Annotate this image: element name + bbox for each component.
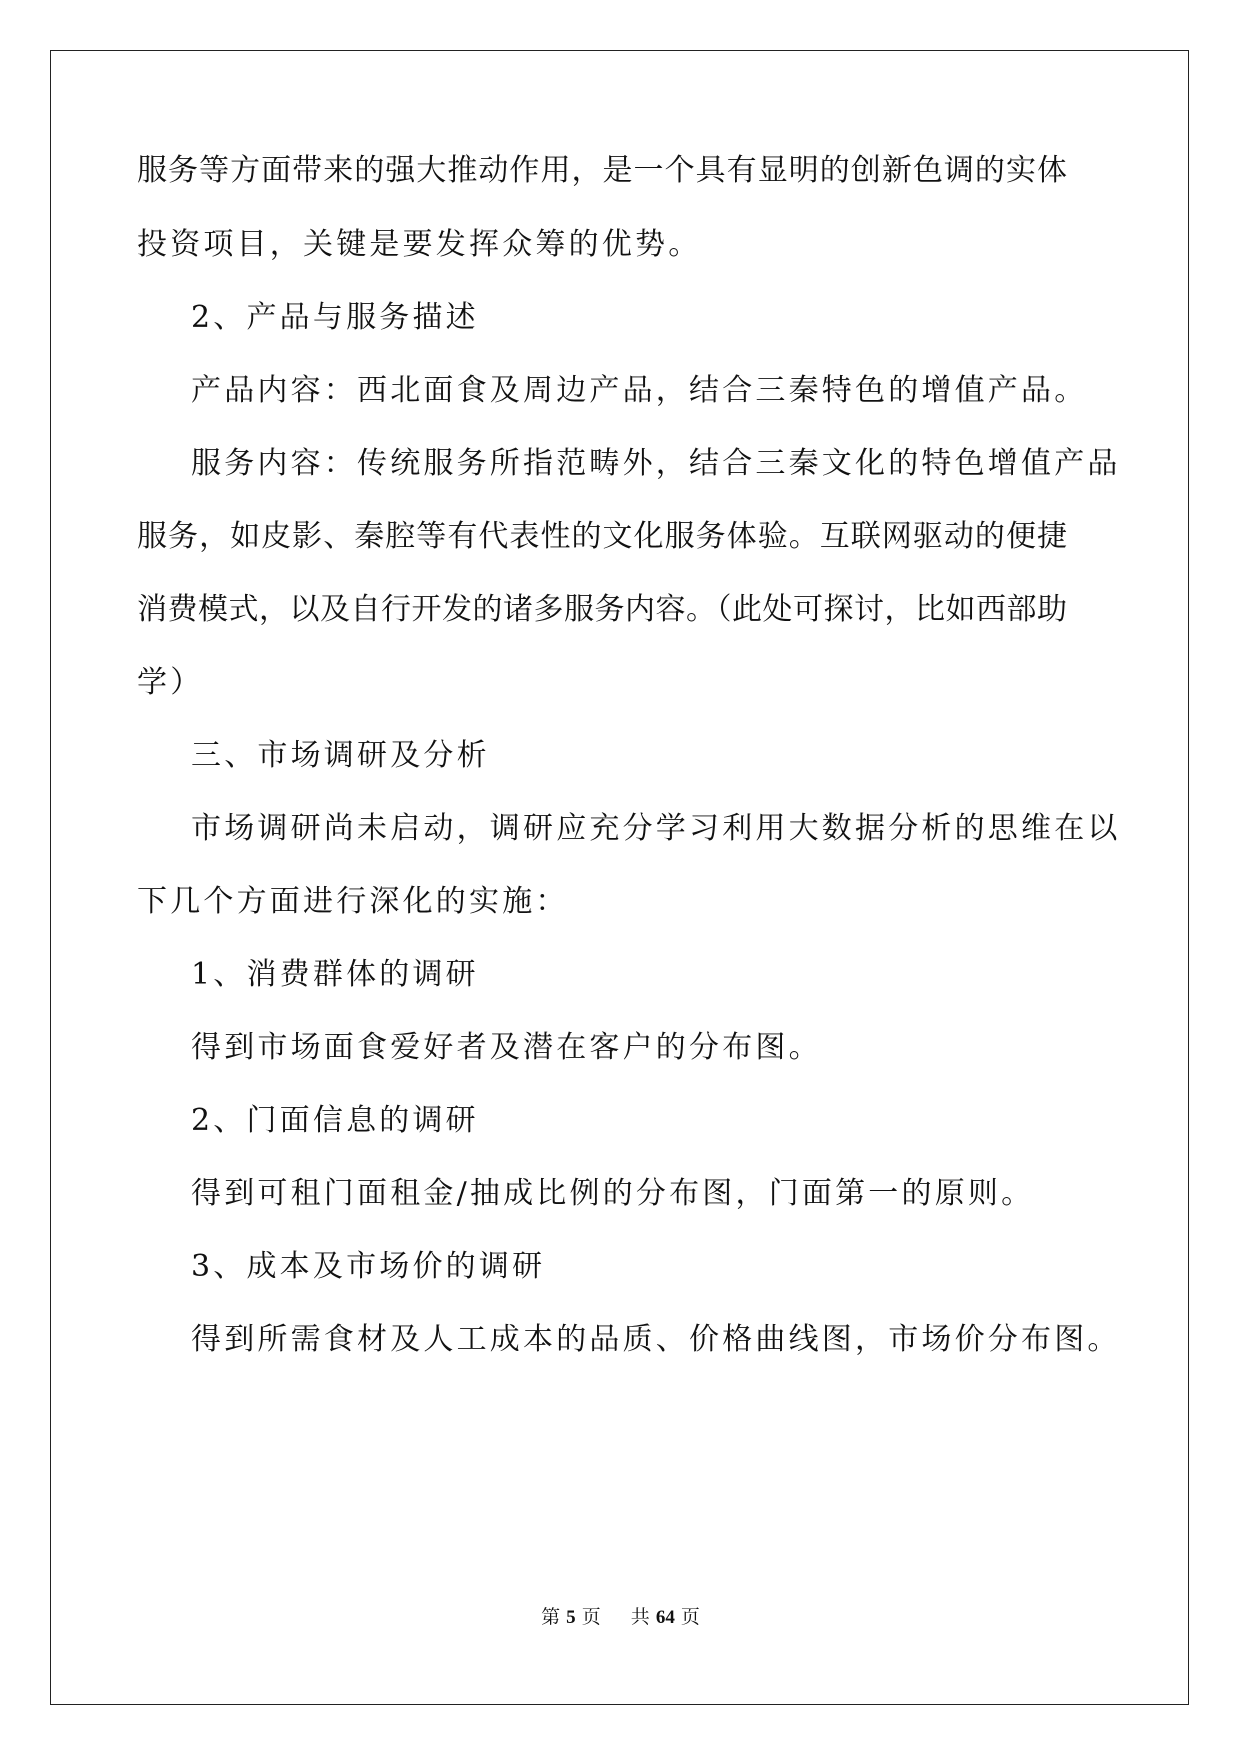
paragraph-cost-price-research: 得到所需食材及人工成本的品质、价格曲线图，市场价分布图。 — [191, 1322, 1121, 1357]
paragraph-service-content-line-1: 服务内容：传统服务所指范畴外，结合三秦文化的特色增值产品 — [191, 446, 1121, 481]
page-label-suffix: 页 — [581, 1606, 601, 1628]
section-heading-product-service: 2、产品与服务描述 — [191, 300, 479, 335]
paragraph-service-content-line-4: 学） — [137, 665, 204, 700]
section-heading-market-research: 三、市场调研及分析 — [191, 738, 490, 773]
paragraph-consumer-research: 得到市场面食爱好者及潜在客户的分布图。 — [191, 1030, 822, 1065]
paragraph-service-content-line-2: 服务，如皮影、秦腔等有代表性的文化服务体验。互联网驱动的便捷 — [137, 519, 1067, 554]
subheading-storefront-research: 2、门面信息的调研 — [191, 1103, 479, 1138]
paragraph-market-research-line-1: 市场调研尚未启动，调研应充分学习利用大数据分析的思维在以 — [191, 811, 1121, 846]
total-page-count: 64 — [655, 1607, 675, 1628]
paragraph-line-1: 服务等方面带来的强大推动作用，是一个具有显明的创新色调的实体 — [137, 153, 1067, 188]
paragraph-market-research-line-2: 下几个方面进行深化的实施： — [137, 884, 569, 919]
total-label-suffix: 页 — [680, 1606, 700, 1628]
paragraph-product-content: 产品内容：西北面食及周边产品，结合三秦特色的增值产品。 — [191, 373, 1088, 408]
current-page-number: 5 — [566, 1607, 576, 1628]
page-label-prefix: 第 — [541, 1606, 561, 1628]
paragraph-line-2: 投资项目，关键是要发挥众筹的优势。 — [137, 227, 702, 262]
total-label-prefix: 共 — [630, 1606, 650, 1628]
subheading-consumer-research: 1、消费群体的调研 — [191, 957, 479, 992]
paragraph-storefront-research: 得到可租门面租金/抽成比例的分布图，门面第一的原则。 — [191, 1176, 1035, 1211]
page-footer — [0, 1605, 1241, 1630]
paragraph-service-content-line-3: 消费模式，以及自行开发的诸多服务内容。（此处可探讨，比如西部助 — [137, 592, 1067, 627]
subheading-cost-price-research: 3、成本及市场价的调研 — [191, 1249, 546, 1284]
